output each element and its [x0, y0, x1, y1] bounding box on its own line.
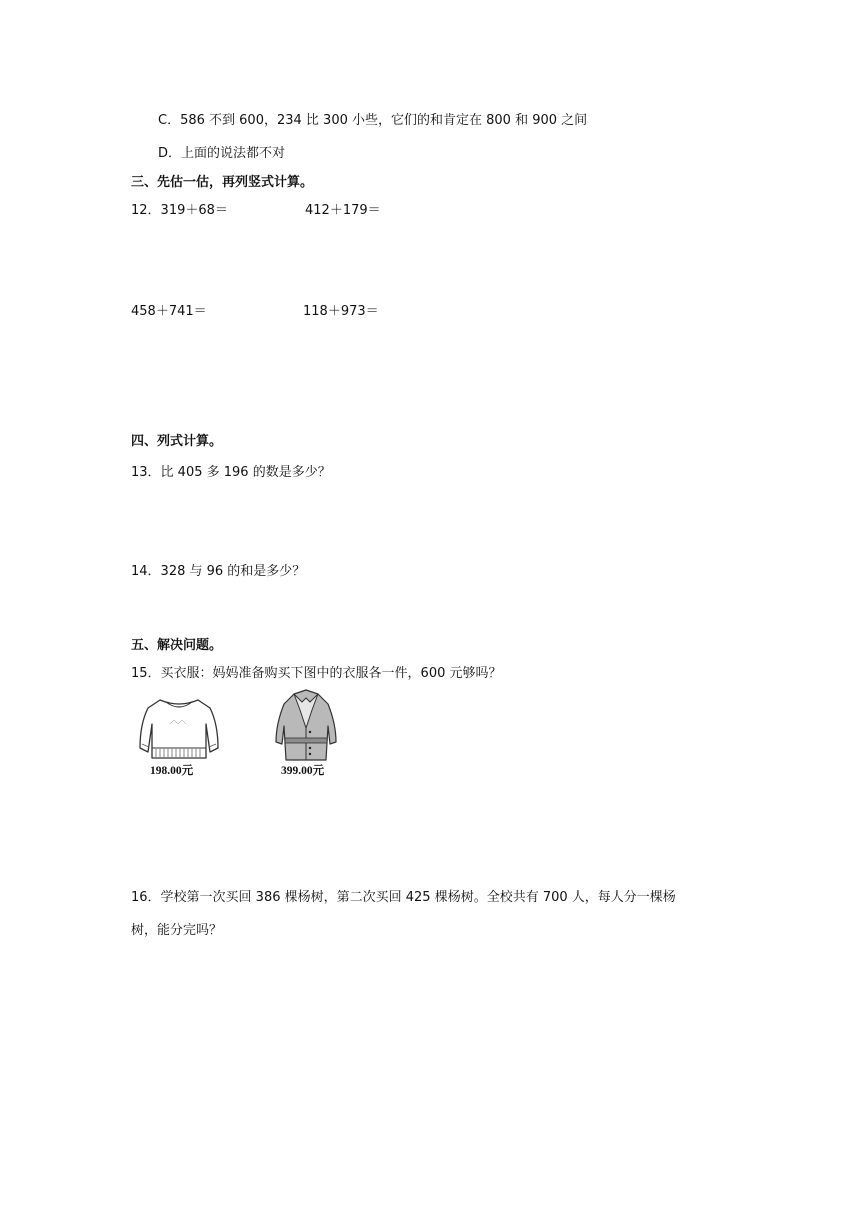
- question-16-line-2: 树，能分完吗？: [131, 923, 223, 938]
- sweater-price: 198.00元: [150, 765, 194, 777]
- question-11-option-c: C．586 不到 600，234 比 300 小些，它们的和肯定在 800 和 900 之间: [158, 113, 588, 128]
- section-4-heading: 四、列式计算。: [131, 434, 223, 449]
- question-12-item-c: 458＋741＝: [131, 304, 207, 319]
- question-15: 15．买衣服：妈妈准备购买下图中的衣服各一件，600 元够吗？: [131, 666, 502, 681]
- coat-icon: [270, 688, 342, 762]
- question-12-item-d: 118＋973＝: [303, 304, 379, 319]
- question-12-item-b: 412＋179＝: [305, 203, 381, 218]
- coat-price: 399.00元: [281, 765, 325, 777]
- question-13: 13．比 405 多 196 的数是多少？: [131, 465, 331, 480]
- question-16-line-1: 16．学校第一次买回 386 棵杨树，第二次买回 425 棵杨树。全校共有 700 人，每人分一棵杨: [131, 890, 676, 905]
- section-5-heading: 五、解决问题。: [131, 638, 223, 653]
- question-11-option-d: D．上面的说法都不对: [158, 146, 286, 161]
- section-3-heading: 三、先估一估，再列竖式计算。: [131, 175, 314, 190]
- sweater-icon: [136, 694, 222, 760]
- question-14: 14．328 与 96 的和是多少？: [131, 564, 306, 579]
- question-12-item-a: 12．319＋68＝: [131, 203, 228, 218]
